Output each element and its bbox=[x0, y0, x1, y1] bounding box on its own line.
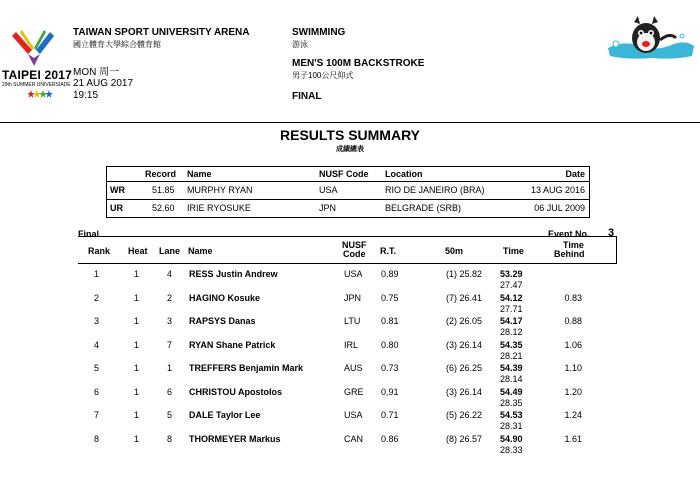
cell-time: 54.90 bbox=[500, 433, 523, 444]
record-time: 52.60 bbox=[152, 203, 175, 213]
cell-lane: 8 bbox=[167, 433, 173, 444]
cell-split: (6) 26.25 bbox=[445, 363, 482, 373]
record-nusf: JPN bbox=[319, 203, 337, 213]
result-row bbox=[0, 293, 700, 317]
event-day: MON 周一 bbox=[73, 67, 120, 78]
cell-name: DALE Taylor Lee bbox=[189, 410, 261, 420]
cell-lane: 7 bbox=[167, 339, 173, 350]
record-location: BELGRADE (SRB) bbox=[385, 203, 462, 213]
cell-nusf: JPN bbox=[344, 292, 362, 303]
col-nusf: NUSF Code bbox=[319, 169, 369, 179]
cell-second-50: 28.31 bbox=[500, 421, 523, 431]
cell-lane: 4 bbox=[167, 269, 173, 279]
cell-name: RESS Justin Andrew bbox=[189, 269, 278, 279]
result-row bbox=[0, 387, 700, 411]
cell-lane: 2 bbox=[167, 292, 173, 303]
cell-split: (2) 26.05 bbox=[445, 316, 482, 326]
cell-nusf: CAN bbox=[344, 433, 364, 444]
cell-behind: 1.06 bbox=[564, 339, 582, 350]
cell-split: (5) 26.22 bbox=[445, 410, 482, 420]
cell-heat: 1 bbox=[134, 363, 140, 373]
col-lane: Lane bbox=[159, 246, 181, 256]
cell-rt: 0.86 bbox=[381, 433, 399, 444]
cell-rt: 0.80 bbox=[381, 339, 399, 350]
cell-rt: 0.71 bbox=[381, 410, 399, 420]
cell-behind: 1.24 bbox=[564, 410, 582, 420]
cell-rank: 4 bbox=[94, 339, 100, 350]
cell-lane: 6 bbox=[167, 386, 173, 397]
cell-split: (1) 25.82 bbox=[445, 269, 482, 279]
record-date: 13 AUG 2016 bbox=[530, 185, 585, 195]
cell-rt: 0.81 bbox=[381, 316, 399, 326]
record-date: 06 JUL 2009 bbox=[534, 203, 585, 213]
cell-name: TREFFERS Benjamin Mark bbox=[189, 363, 304, 373]
cell-heat: 1 bbox=[134, 269, 140, 279]
col-location: Location bbox=[385, 169, 423, 179]
cell-name: HAGINO Kosuke bbox=[189, 292, 261, 303]
header-divider bbox=[0, 122, 700, 123]
col-split: 50m bbox=[445, 246, 464, 256]
cell-behind: 1.61 bbox=[564, 433, 582, 444]
record-holder: MURPHY RYAN bbox=[187, 185, 253, 195]
cell-second-50: 28.12 bbox=[500, 327, 523, 337]
record-type: WR bbox=[110, 185, 125, 195]
col-heat: Heat bbox=[128, 246, 148, 256]
sport-name: SWIMMING bbox=[292, 27, 346, 38]
cell-lane: 5 bbox=[167, 410, 173, 420]
universiade-emblem bbox=[2, 28, 68, 68]
cell-split: (8) 26.57 bbox=[445, 433, 482, 444]
col-name: Name bbox=[188, 246, 213, 256]
page-title-cn: 成績總表 bbox=[336, 146, 364, 153]
result-row bbox=[0, 410, 700, 434]
event-time: 19:15 bbox=[73, 90, 99, 101]
col-date: Date bbox=[565, 169, 585, 179]
cell-rt: 0.75 bbox=[381, 292, 399, 303]
records-table bbox=[106, 166, 590, 218]
col-behind: Time bbox=[563, 240, 584, 250]
cell-time: 54.49 bbox=[500, 386, 523, 397]
result-row bbox=[0, 363, 700, 387]
cell-rt: 0.89 bbox=[381, 269, 399, 279]
venue-name-cn: 國立體育大學綜合體育館 bbox=[73, 40, 161, 49]
result-row bbox=[0, 316, 700, 340]
cell-nusf: LTU bbox=[344, 316, 361, 326]
col-record: Record bbox=[145, 169, 177, 179]
col-time: Time bbox=[503, 246, 524, 256]
cell-heat: 1 bbox=[134, 339, 140, 350]
cell-time: 54.35 bbox=[500, 339, 523, 350]
cell-lane: 3 bbox=[167, 316, 173, 326]
record-row bbox=[107, 182, 589, 199]
sport-name-cn: 游泳 bbox=[292, 40, 308, 49]
col-name: Name bbox=[187, 169, 212, 179]
cell-rank: 1 bbox=[94, 269, 100, 279]
cell-split: (7) 26.41 bbox=[445, 292, 482, 303]
event-phase: FINAL bbox=[292, 91, 322, 102]
record-location: RIO DE JANEIRO (BRA) bbox=[385, 185, 485, 195]
results-phase-label: Final bbox=[78, 229, 100, 239]
cell-rank: 5 bbox=[94, 363, 100, 373]
cell-rank: 8 bbox=[94, 433, 100, 444]
cell-nusf: USA bbox=[344, 410, 363, 420]
cell-name: THORMEYER Markus bbox=[189, 433, 281, 444]
mascot-icon bbox=[604, 14, 696, 62]
cell-second-50: 28.14 bbox=[500, 374, 523, 384]
cell-rank: 7 bbox=[94, 410, 100, 420]
cell-heat: 1 bbox=[134, 316, 140, 326]
col-rt: R.T. bbox=[380, 246, 397, 256]
result-row bbox=[0, 434, 700, 458]
record-holder: IRIE RYOSUKE bbox=[187, 203, 251, 213]
event-name: MEN'S 100M BACKSTROKE bbox=[292, 58, 425, 69]
event-name-cn: 男子100公尺仰式 bbox=[292, 71, 354, 80]
cell-split: (3) 26.14 bbox=[445, 339, 482, 350]
page-title: RESULTS SUMMARY bbox=[280, 127, 420, 143]
cell-behind: 0.88 bbox=[564, 316, 582, 326]
cell-heat: 1 bbox=[134, 386, 140, 397]
record-row bbox=[107, 199, 589, 217]
cell-second-50: 27.71 bbox=[500, 303, 523, 314]
cell-second-50: 28.21 bbox=[500, 350, 523, 361]
cell-rank: 3 bbox=[94, 316, 100, 326]
stars-icon bbox=[28, 90, 54, 100]
col-behind-2: Behind bbox=[554, 249, 585, 259]
cell-nusf: AUS bbox=[344, 363, 363, 373]
cell-time: 53.29 bbox=[500, 269, 523, 279]
cell-nusf: GRE bbox=[344, 386, 364, 397]
record-nusf: USA bbox=[319, 185, 338, 195]
cell-heat: 1 bbox=[134, 410, 140, 420]
universiade-logo bbox=[2, 28, 73, 106]
result-row bbox=[0, 269, 700, 293]
cell-time: 54.53 bbox=[500, 410, 523, 420]
event-number: 3 bbox=[608, 227, 615, 239]
logo-subtitle: 29th SUMMER UNIVERSIADE bbox=[2, 82, 71, 88]
cell-second-50: 28.33 bbox=[500, 444, 523, 455]
cell-behind: 1.20 bbox=[564, 386, 582, 397]
cell-heat: 1 bbox=[134, 292, 140, 303]
record-type: UR bbox=[110, 203, 123, 213]
logo-title: TAIPEI 2017 bbox=[2, 68, 73, 82]
results-header bbox=[78, 236, 617, 264]
cell-rt: 0.91 bbox=[381, 386, 399, 397]
cell-time: 54.39 bbox=[500, 363, 523, 373]
cell-nusf: IRL bbox=[344, 339, 359, 350]
cell-lane: 1 bbox=[167, 363, 173, 373]
event-date: 21 AUG 2017 bbox=[73, 78, 134, 89]
cell-rank: 6 bbox=[94, 386, 100, 397]
event-number-label: Event No. bbox=[548, 229, 590, 239]
cell-time: 54.17 bbox=[500, 316, 523, 326]
cell-second-50: 27.47 bbox=[500, 280, 523, 290]
col-nusf: NUSF bbox=[342, 240, 367, 250]
venue-name: TAIWAN SPORT UNIVERSITY ARENA bbox=[73, 27, 250, 38]
cell-rank: 2 bbox=[94, 292, 100, 303]
col-rank: Rank bbox=[88, 246, 111, 256]
cell-name: CHRISTOU Apostolos bbox=[189, 386, 283, 397]
cell-rt: 0.73 bbox=[381, 363, 399, 373]
col-nusf-code: Code bbox=[343, 249, 366, 259]
cell-name: RAPSYS Danas bbox=[189, 316, 256, 326]
cell-nusf: USA bbox=[344, 269, 363, 279]
cell-name: RYAN Shane Patrick bbox=[189, 339, 276, 350]
cell-split: (3) 26.14 bbox=[445, 386, 482, 397]
cell-behind: 0.83 bbox=[564, 292, 582, 303]
result-row bbox=[0, 340, 700, 364]
cell-second-50: 28.35 bbox=[500, 397, 523, 408]
records-header bbox=[107, 167, 589, 182]
record-time: 51.85 bbox=[152, 185, 175, 195]
cell-heat: 1 bbox=[134, 433, 140, 444]
cell-behind: 1.10 bbox=[564, 363, 582, 373]
cell-time: 54.12 bbox=[500, 292, 523, 303]
